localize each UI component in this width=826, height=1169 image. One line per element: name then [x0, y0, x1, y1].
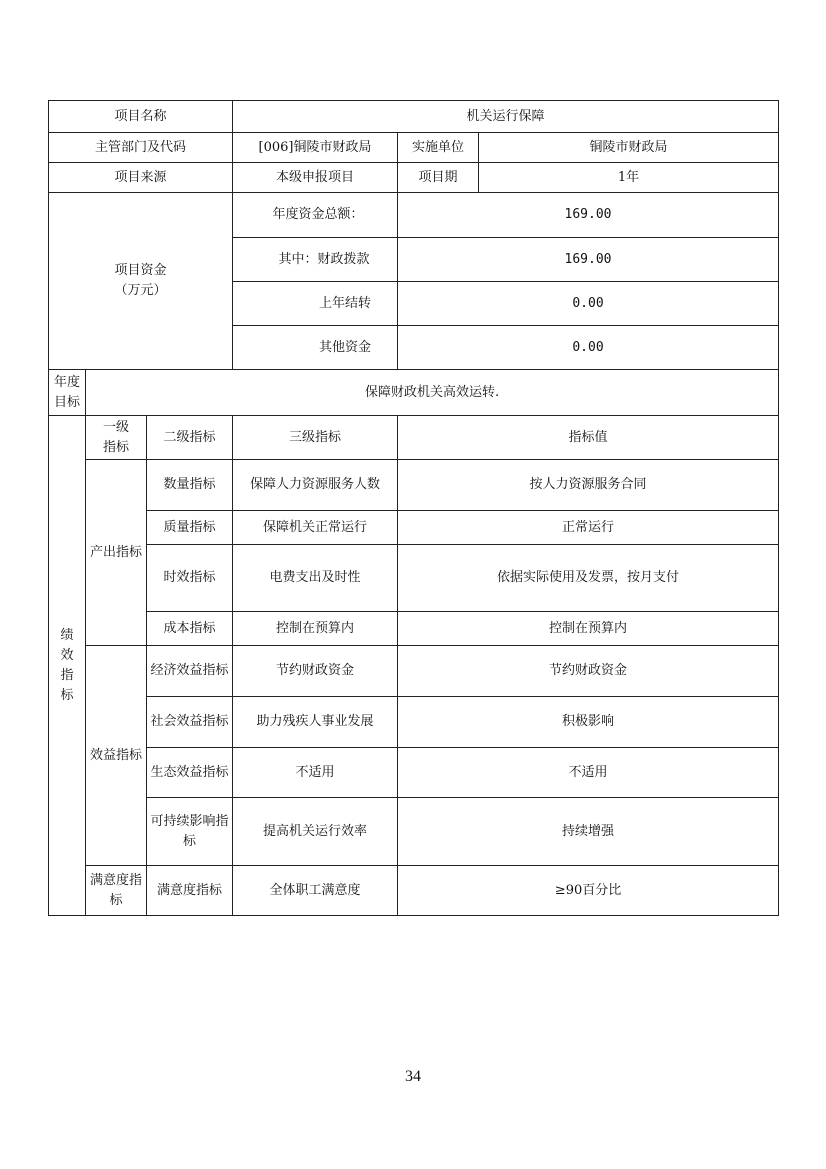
table-row	[49, 545, 779, 612]
project-source-label: 项目来源	[49, 163, 233, 193]
department-value: [006]铜陵市财政局	[233, 133, 398, 163]
funds-fiscal-label: 其中：财政拨款	[233, 238, 398, 282]
table-row	[49, 866, 779, 916]
level3-cell: 保障人力资源服务人数	[233, 460, 398, 511]
level3-cell: 全体职工满意度	[233, 866, 398, 916]
performance-header-row	[49, 416, 779, 460]
funds-other-value: 0.00	[398, 326, 779, 370]
perf-label-char: 效	[60, 647, 74, 663]
table-row	[49, 646, 779, 697]
funds-fiscal-value: 169.00	[398, 238, 779, 282]
indicator-value-cell: 正常运行	[398, 511, 779, 545]
level3-header: 三级指标	[233, 416, 398, 460]
performance-indicators-label	[49, 416, 86, 916]
annual-goal-label	[49, 370, 86, 416]
level2-cell	[147, 798, 233, 866]
level2-header: 二级指标	[147, 416, 233, 460]
level3-cell: 电费支出及时性	[233, 545, 398, 612]
table-row	[49, 511, 779, 545]
level3-cell: 保障机关正常运行	[233, 511, 398, 545]
table-row	[49, 697, 779, 748]
indicator-value-cell: 持续增强	[398, 798, 779, 866]
level1-header-line2: 指标	[102, 439, 129, 455]
project-source-value: 本级申报项目	[233, 163, 398, 193]
satisfaction-group-line1: 满意度指	[89, 872, 142, 888]
project-funds-label-line1: 项目资金	[114, 263, 167, 278]
implementing-unit-label: 实施单位	[398, 133, 479, 163]
level2-cell-line2: 标	[183, 833, 197, 849]
satisfaction-indicators-group	[86, 866, 147, 916]
implementing-unit-value: 铜陵市财政局	[479, 133, 779, 163]
level2-cell: 生态效益指标	[147, 748, 233, 798]
project-period-label: 项目期	[398, 163, 479, 193]
annual-goal-row	[49, 370, 779, 416]
level1-header	[86, 416, 147, 460]
annual-goal-label-line1: 年度	[53, 374, 80, 390]
perf-label-char: 标	[60, 687, 74, 703]
indicator-value-cell: 积极影响	[398, 697, 779, 748]
project-name-value: 机关运行保障	[233, 101, 779, 133]
funds-carryover-value: 0.00	[398, 282, 779, 326]
source-row	[49, 163, 779, 193]
funds-total-row	[49, 193, 779, 238]
annual-goal-label-line2: 目标	[53, 394, 80, 410]
level2-cell: 数量指标	[147, 460, 233, 511]
funds-carryover-label: 上年结转	[233, 282, 398, 326]
level3-cell: 节约财政资金	[233, 646, 398, 697]
level1-header-line1: 一级	[102, 419, 129, 435]
indicator-value-cell: 节约财政资金	[398, 646, 779, 697]
department-row	[49, 133, 779, 163]
table-row	[49, 798, 779, 866]
indicator-value-cell: 不适用	[398, 748, 779, 798]
indicator-value-header: 指标值	[398, 416, 779, 460]
benefit-indicators-group: 效益指标	[86, 646, 147, 866]
output-indicators-group: 产出指标	[86, 460, 147, 646]
funds-total-value: 169.00	[398, 193, 779, 238]
project-period-value: 1年	[479, 163, 779, 193]
level2-cell: 满意度指标	[147, 866, 233, 916]
perf-label-char: 指	[60, 667, 74, 683]
perf-label-char: 绩	[60, 627, 74, 643]
page-number: 34	[405, 1068, 421, 1085]
indicator-value-cell: 按人力资源服务合同	[398, 460, 779, 511]
level2-cell: 成本指标	[147, 612, 233, 646]
project-funds-label	[49, 193, 233, 370]
indicator-value-cell: 依据实际使用及发票，按月支付	[398, 545, 779, 612]
indicator-value-cell: 控制在预算内	[398, 612, 779, 646]
table-row	[49, 460, 779, 511]
level3-cell: 助力残疾人事业发展	[233, 697, 398, 748]
level2-cell: 社会效益指标	[147, 697, 233, 748]
project-funds-label-line2: （万元）	[114, 283, 167, 298]
department-label: 主管部门及代码	[49, 133, 233, 163]
funds-total-label: 年度资金总额：	[233, 193, 398, 238]
indicator-value-cell: ≥90百分比	[398, 866, 779, 916]
project-name-label: 项目名称	[49, 101, 233, 133]
level2-cell: 经济效益指标	[147, 646, 233, 697]
project-performance-table	[48, 100, 779, 916]
funds-other-label: 其他资金	[233, 326, 398, 370]
table-row	[49, 748, 779, 798]
level3-cell: 控制在预算内	[233, 612, 398, 646]
level3-cell: 提高机关运行效率	[233, 798, 398, 866]
annual-goal-text: 保障财政机关高效运转.	[86, 370, 779, 416]
satisfaction-group-line2: 标	[109, 892, 123, 908]
level2-cell: 时效指标	[147, 545, 233, 612]
level2-cell: 质量指标	[147, 511, 233, 545]
project-name-row	[49, 101, 779, 133]
table-row	[49, 612, 779, 646]
level3-cell: 不适用	[233, 748, 398, 798]
level2-cell-line1: 可持续影响指	[150, 813, 229, 829]
